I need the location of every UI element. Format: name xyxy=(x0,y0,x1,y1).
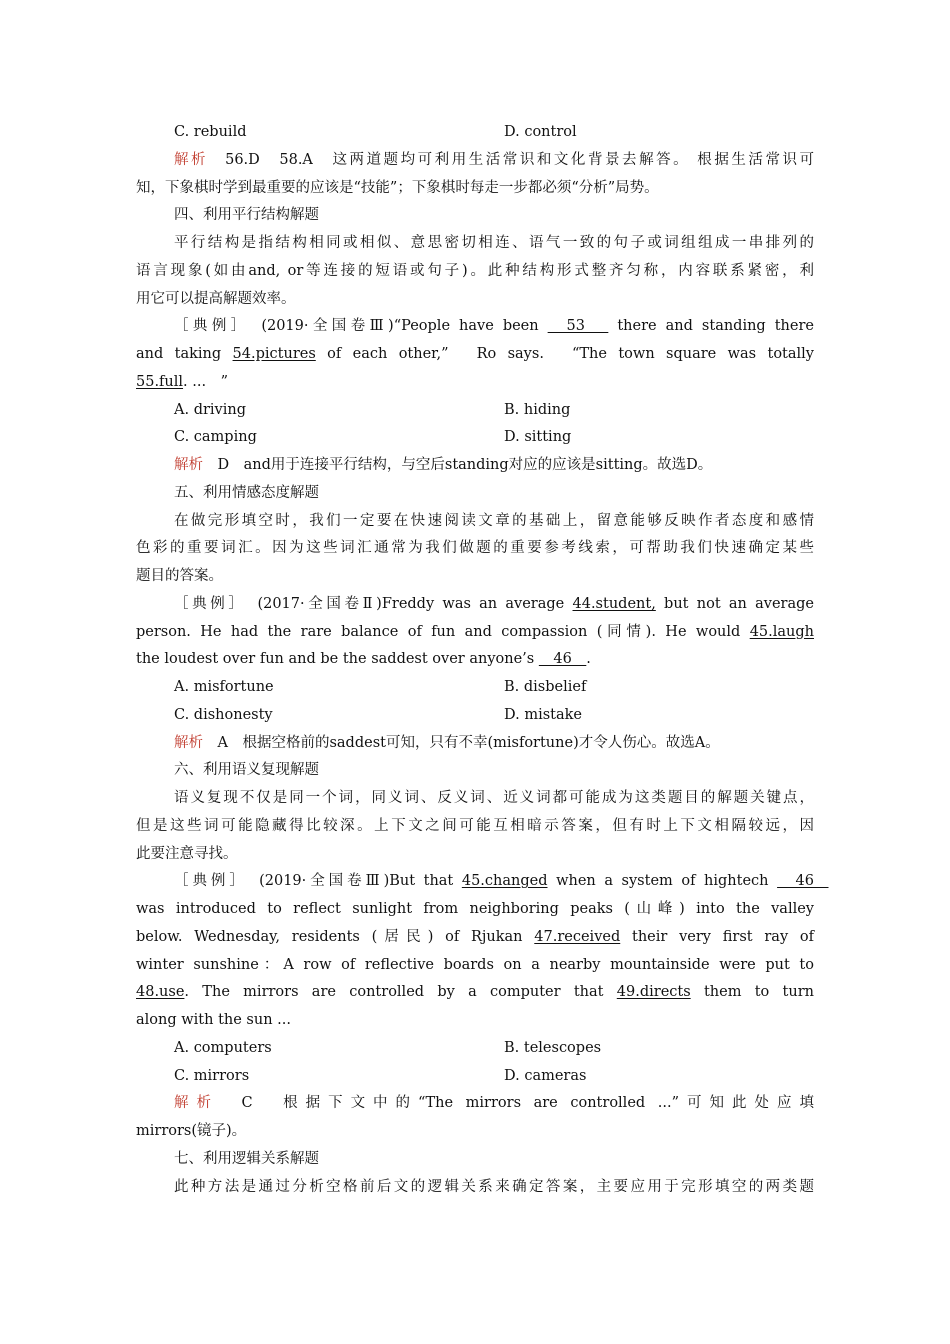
text-segment: mirrors(镜子)。 xyxy=(136,1123,247,1139)
analysis-label: 解析 xyxy=(174,457,203,473)
text-line xyxy=(136,372,814,392)
text-line xyxy=(174,788,814,808)
text-segment: along with the sun ... xyxy=(136,1012,291,1028)
text-line xyxy=(174,594,814,614)
option-left: C. mirrors xyxy=(174,1067,250,1084)
text-segment: . ... ” xyxy=(183,373,229,390)
text-line xyxy=(174,1177,814,1197)
analysis-label: 解析 xyxy=(174,1095,219,1112)
text-line xyxy=(174,733,814,753)
option-row xyxy=(174,427,814,447)
text-line xyxy=(174,483,814,503)
text-line xyxy=(136,344,814,364)
text-line xyxy=(136,649,814,669)
blank-answer: 47.received xyxy=(534,928,621,945)
text-segment: A 根据空格前的saddest可知，只有不幸(misfortune)才令人伤心。故选A。 xyxy=(203,734,720,751)
text-line xyxy=(174,150,814,170)
blank-answer: 46 xyxy=(777,873,829,890)
text-segment: and taking xyxy=(136,346,233,362)
text-line xyxy=(136,566,814,586)
text-segment: ［典例］ (2019·全国卷Ⅲ)“People have been xyxy=(174,318,548,335)
analysis-label: 解析 xyxy=(174,734,203,751)
text-segment: winter sunshine：A row of reflective boards on a nearby mountainside were put to xyxy=(136,956,814,973)
text-segment: . The mirrors are controlled by a computer that xyxy=(184,984,617,1001)
option-right: B. hiding xyxy=(504,401,571,418)
text-segment: 用它可以提高解题效率。 xyxy=(136,290,296,307)
text-line xyxy=(136,899,814,919)
text-line xyxy=(174,1093,814,1113)
option-row xyxy=(174,122,814,142)
text-segment: 56.D 58.A 这两道题均可利用生活常识和文化背景去解答。 根据生活常识可 xyxy=(208,151,815,168)
option-left: C. dishonesty xyxy=(174,706,273,723)
blank-answer: 53 xyxy=(547,318,609,335)
option-row xyxy=(174,1066,814,1086)
text-line xyxy=(136,1121,814,1141)
option-left: A. computers xyxy=(174,1039,272,1056)
option-right: B. telescopes xyxy=(504,1039,602,1056)
option-left: C. camping xyxy=(174,429,257,446)
text-segment: when a system of hightech xyxy=(547,873,778,890)
option-row xyxy=(174,1038,814,1058)
text-line xyxy=(174,511,814,531)
option-row xyxy=(174,677,814,697)
text-segment: 在做完形填空时，我们一定要在快速阅读文章的基础上，留意能够反映作者态度和感情 xyxy=(174,512,814,529)
analysis-label: 解析 xyxy=(174,151,209,168)
text-line xyxy=(174,455,814,475)
blank-answer: 45.laugh xyxy=(749,623,814,640)
text-line xyxy=(136,261,814,281)
text-segment: 色彩的重要词汇。因为这些词汇通常为我们做题的重要参考线索，可帮助我们快速确定某些 xyxy=(136,540,814,557)
text-segment: 此要注意寻找。 xyxy=(136,845,238,862)
text-segment: there and standing there xyxy=(608,318,814,335)
text-line xyxy=(136,178,814,198)
blank-answer: 55.full xyxy=(136,373,184,390)
text-line xyxy=(174,233,814,253)
text-segment: them to turn xyxy=(690,984,814,1001)
option-left: A. misfortune xyxy=(174,679,274,695)
blank-answer: 45.changed xyxy=(461,873,548,890)
text-segment: 语义复现不仅是同一个词，同义词、反义词、近义词都可能成为这类题目的解题关键点， xyxy=(174,790,814,806)
option-row xyxy=(174,705,814,725)
blank-answer: 49.directs xyxy=(616,984,691,1001)
option-right: B. disbelief xyxy=(504,679,587,695)
text-line xyxy=(136,844,814,864)
text-line xyxy=(174,871,829,891)
text-segment: 但是这些词可能隐藏得比较深。上下文之间可能互相暗示答案，但有时上下文相隔较远，因 xyxy=(136,817,814,834)
option-right: D. cameras xyxy=(504,1067,587,1084)
text-segment: person. He had the rare balance of fun and compassion (同情). He would xyxy=(136,623,750,640)
text-segment: 题目的答案。 xyxy=(136,568,223,584)
text-segment: 此种方法是通过分析空格前后文的逻辑关系来确定答案，主要应用于完形填空的两类题 xyxy=(174,1178,814,1195)
text-line xyxy=(136,955,814,975)
blank-answer: 54.pictures xyxy=(232,346,316,362)
text-segment: ［典例］ (2017·全国卷Ⅱ)Freddy was an average xyxy=(174,595,573,612)
option-left: A. driving xyxy=(174,401,246,418)
text-line xyxy=(174,1149,814,1169)
text-line xyxy=(136,982,814,1002)
text-line xyxy=(136,1010,814,1030)
text-segment: 六、利用语义复现解题 xyxy=(174,762,319,779)
option-right: D. sitting xyxy=(504,429,572,446)
text-segment: 语言现象(如由and, or等连接的短语或句子)。此种结构形式整齐匀称，内容联系紧密，利 xyxy=(136,262,814,279)
blank-answer: 46 xyxy=(538,651,587,668)
text-segment: C 根据下文中的“The mirrors are controlled ...”可知此处应填 xyxy=(219,1095,814,1112)
text-line xyxy=(136,927,814,947)
text-segment: was introduced to reflect sunlight from neighboring peaks (山峰) into the valley xyxy=(136,901,814,917)
text-segment: but not an average xyxy=(655,595,814,612)
blank-answer: 44.student, xyxy=(572,595,656,612)
text-line xyxy=(136,289,814,309)
text-segment: 五、利用情感态度解题 xyxy=(174,484,319,501)
text-line xyxy=(174,760,814,780)
option-right: D. mistake xyxy=(504,706,582,723)
text-segment: below. Wednesday, residents (居民) of Rjukan xyxy=(136,928,535,945)
text-line xyxy=(136,816,814,836)
text-line xyxy=(136,538,814,558)
text-segment: D and用于连接平行结构，与空后standing对应的应该是sitting。故选D。 xyxy=(203,457,713,473)
option-row xyxy=(174,400,814,420)
text-line xyxy=(174,205,814,225)
text-line xyxy=(174,316,814,336)
text-line xyxy=(136,622,814,642)
blank-answer: 48.use xyxy=(136,984,185,1001)
option-left: C. rebuild xyxy=(174,124,247,140)
text-segment: of each other,” Ro says. “The town square was totally xyxy=(315,346,814,362)
text-segment: 平行结构是指结构相同或相似、意思密切相连、语气一致的句子或词组组成一串排列的 xyxy=(174,235,814,251)
text-segment: 知，下象棋时学到最重要的应该是“技能”；下象棋时每走一步都必须“分析”局势。 xyxy=(136,179,659,196)
text-segment: . xyxy=(586,651,591,668)
text-segment: the loudest over fun and be the saddest over anyone’s xyxy=(136,651,539,668)
text-segment: ［典例］ (2019·全国卷Ⅲ)But that xyxy=(174,873,462,890)
text-segment: their very first ray of xyxy=(620,928,814,945)
option-right: D. control xyxy=(504,124,577,140)
text-segment: 七、利用逻辑关系解题 xyxy=(174,1150,319,1167)
text-segment: 四、利用平行结构解题 xyxy=(174,207,319,224)
